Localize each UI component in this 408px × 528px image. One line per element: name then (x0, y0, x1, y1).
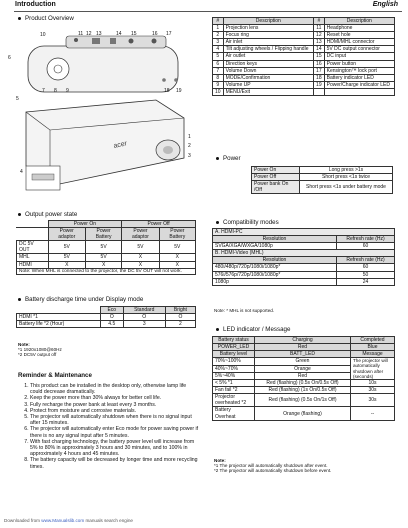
led-row (213, 358, 395, 365)
led-batt: Red (flashing) (0.5s On/0.5s Off) (255, 380, 351, 387)
compat-section-row (213, 250, 395, 257)
battery-time-cell: O (165, 314, 195, 321)
power-press: Short press <1s under battery mode (300, 181, 393, 194)
callout-10: 10 (40, 32, 46, 38)
led-status: 40%~70% (213, 365, 255, 372)
parts-header-cell: Description (223, 18, 313, 25)
reminder-item: 3. Fully recharge the power bank at least every 3 months. (30, 402, 200, 408)
footer: Downloaded from www.Manualslib.com manuals search engine (4, 518, 133, 523)
led-header: POWER_LED (213, 344, 255, 351)
power-press: Long press >1s (300, 167, 393, 174)
led-header-row (213, 351, 395, 358)
product-overview-heading: Product Overview (18, 15, 74, 22)
callout-13: 13 (96, 31, 102, 37)
parts-cell (314, 88, 325, 95)
output-power-cell: 5V (48, 254, 85, 261)
parts-cell: MODE/Confirmation (223, 74, 313, 81)
language-label: English (372, 1, 398, 8)
output-power-cell: X (159, 261, 195, 268)
compat-header: Refresh rate (Hz) (337, 257, 395, 264)
led-table (212, 336, 395, 421)
battery-time-row (17, 321, 196, 328)
led-row (213, 380, 395, 387)
output-power-cell: 5V (85, 254, 121, 261)
compat-header: Refresh rate (Hz) (337, 236, 395, 243)
parts-cell (324, 88, 394, 95)
output-power-cell: 5V (122, 241, 159, 254)
power-heading: Power (216, 155, 241, 162)
reminder-item: 8. The battery capacity will be decreased by longer time and more recycling times. (30, 457, 200, 469)
led-header: BATT_LED (255, 351, 351, 358)
battery-time-cell: Battery life *2 (Hour) (17, 321, 101, 328)
parts-cell: Power/Charge indicator LED (324, 81, 394, 88)
led-batt: Green (255, 358, 351, 365)
callout-18: 18 (164, 88, 170, 94)
power-row (252, 181, 393, 194)
parts-cell: 9 (213, 81, 224, 88)
projector-top-view (28, 36, 178, 92)
led-header: Blue (351, 344, 395, 351)
callout-7: 7 (42, 88, 45, 94)
parts-row (213, 53, 395, 60)
battery-time-cell: HDMI *1 (17, 314, 101, 321)
compat-row (213, 271, 395, 278)
led-header: Message (351, 351, 395, 358)
compat-resolution: 480i/480p/720p/1080i/1080p* (213, 264, 337, 271)
group-power-on: Power On (48, 221, 122, 228)
reminder-item: 5. The projector will automatically shutdown when there is no signal input after 15 minutes. (30, 414, 200, 426)
callout-5: 5 (16, 96, 19, 102)
parts-cell: 1 (213, 25, 224, 32)
compat-section: B. HDMI-Video (MHL) (213, 250, 395, 257)
parts-cell: Power button (324, 60, 394, 67)
parts-cell: Headphone (324, 25, 394, 32)
callout-2: 2 (188, 143, 191, 149)
led-message: The projector will automatically shutdown after (seconds) (351, 358, 395, 380)
led-header-row (213, 344, 395, 351)
battery-time-row (17, 314, 196, 321)
battery-time-cell: 2 (165, 321, 195, 328)
led-status: 70%~100% (213, 358, 255, 365)
led-status: Projector overheated *2 (213, 394, 255, 407)
parts-row (213, 39, 395, 46)
parts-cell: Air outlet (223, 53, 313, 60)
compat-row (213, 243, 395, 250)
parts-cell: DC input (324, 53, 394, 60)
parts-cell: 5V DC output connector (324, 46, 394, 53)
callout-12: 12 (86, 31, 92, 37)
led-message: 10s (351, 380, 395, 387)
led-header: Battery status (213, 337, 255, 344)
parts-cell: 10 (213, 88, 224, 95)
led-header: Battery level (213, 351, 255, 358)
led-status: < 5% *1 (213, 380, 255, 387)
parts-row (213, 81, 395, 88)
callout-6: 6 (8, 55, 11, 61)
parts-cell: Kensington™ lock port (324, 67, 394, 74)
parts-header-cell: # (314, 18, 325, 25)
output-power-cell: X (159, 254, 195, 261)
callout-14: 14 (116, 31, 122, 37)
battery-time-header: Bright (165, 307, 195, 314)
led-message: 30s (351, 387, 395, 394)
output-power-subheader: Power adaptor (48, 228, 85, 241)
output-power-cell: X (122, 261, 159, 268)
led-batt: Red (flashing) (0.5s On/1s Off) (255, 394, 351, 407)
output-power-cell: X (122, 254, 159, 261)
led-status: Battery Overheat (213, 407, 255, 420)
header-bar (14, 0, 402, 12)
output-power-row (17, 241, 196, 254)
parts-row (213, 46, 395, 53)
callout-9: 9 (66, 88, 69, 94)
parts-cell: 17 (314, 67, 325, 74)
parts-cell: 11 (314, 25, 325, 32)
reminder-item: 2. Keep the power more than 30% always for better cell life. (30, 395, 200, 401)
battery-time-header: Standard (123, 307, 165, 314)
battery-time-cell: O (123, 314, 165, 321)
parts-cell: 8 (213, 74, 224, 81)
led-heading: LED indicator / Message (216, 326, 290, 333)
output-power-cell: 5V (159, 241, 195, 254)
compat-header-row (213, 236, 395, 243)
compat-refresh: 24 (337, 278, 395, 285)
parts-cell: 18 (314, 74, 325, 81)
battery-time-cell: O (100, 314, 123, 321)
output-power-row (17, 254, 196, 261)
page-title: Introduction (15, 1, 56, 8)
parts-cell: MENU/Exit (223, 88, 313, 95)
parts-cell: 16 (314, 60, 325, 67)
parts-cell: 5 (213, 53, 224, 60)
led-row (213, 407, 395, 420)
led-batt: Orange (flashing) (255, 407, 351, 420)
battery-time-notes: Note: *1 1920x1080@60Hz *2 DC5V output off (18, 342, 62, 358)
reminder-item: 4. Protect from moisture and corrosive materials. (30, 408, 200, 414)
manualslib-link[interactable]: www.Manualslib.com (41, 518, 85, 523)
reminder-item: 1. This product can be installed in the desktop only, otherwise lamp life could decrease dramatically. (30, 383, 200, 395)
parts-cell: Volume UP (223, 81, 313, 88)
led-batt: Orange (255, 365, 351, 372)
battery-time-heading: Battery discharge time under Display mode (18, 296, 143, 303)
output-power-cell: DC 5V OUT (17, 241, 49, 254)
reminder-item: 6. The projector will automatically enter Eco mode for power saving power if there is no any signal input after 5 minutes. (30, 426, 200, 438)
led-notes: Note: *1 The projector will automatically shutdown after event. *2 The projector will automatically shutdown before event. (214, 458, 332, 474)
compat-row (213, 264, 395, 271)
parts-cell: 12 (314, 32, 325, 39)
led-header: Charging (255, 337, 351, 344)
parts-cell: Projection lens (223, 25, 313, 32)
compat-refresh: 50 (337, 271, 395, 278)
output-power-cell: 5V (85, 241, 121, 254)
output-power-cell: X (48, 261, 85, 268)
battery-time-header (17, 307, 101, 314)
parts-table (212, 17, 395, 96)
parts-row (213, 25, 395, 32)
power-action: Power On (252, 167, 300, 174)
battery-time-cell: 3 (123, 321, 165, 328)
parts-cell: 19 (314, 81, 325, 88)
callout-4: 4 (20, 169, 23, 175)
led-row (213, 387, 395, 394)
parts-cell: 7 (213, 67, 224, 74)
led-status: Fan fail *2 (213, 387, 255, 394)
group-power-off: Power Off (122, 221, 196, 228)
reminder-item: 7. With fast charging technology, the battery power level will increase from 5% to 80% in approximately 3 hours and 30 minutes, and to 100% in approximately 4 hours and 45 minutes. (30, 439, 200, 458)
compat-resolution: 576i/576p/720p/1080i/1080p* (213, 271, 337, 278)
callout-19: 19 (176, 88, 182, 94)
led-message: -- (351, 407, 395, 420)
output-power-subheader: Power adaptor (122, 228, 159, 241)
output-power-note: Note: When MHL is connected to the projector, the DC 5V OUT will not work. (17, 268, 196, 274)
led-row (213, 394, 395, 407)
compat-section: A. HDMI-PC (213, 229, 395, 236)
parts-cell: 3 (213, 39, 224, 46)
output-power-row (17, 261, 196, 268)
reminder-heading: Reminder & Maintenance (18, 372, 92, 379)
parts-cell: Direction keys (223, 60, 313, 67)
compat-row (213, 278, 395, 285)
callout-16: 16 (152, 31, 158, 37)
callout-8: 8 (54, 88, 57, 94)
parts-cell: 2 (213, 32, 224, 39)
output-power-subheader: Power Battery (159, 228, 195, 241)
parts-header-cell: Description (324, 18, 394, 25)
led-batt: Red (flashing) (1s On/0.5s Off) (255, 387, 351, 394)
power-table (251, 166, 393, 194)
output-power-cell: 5V (48, 241, 85, 254)
parts-header-cell: # (213, 18, 224, 25)
led-header-row (213, 337, 395, 344)
led-status: 5%~40% (213, 372, 255, 379)
parts-row (213, 74, 395, 81)
parts-row (213, 67, 395, 74)
callout-17: 17 (166, 31, 172, 37)
parts-row (213, 32, 395, 39)
compat-section-row (213, 229, 395, 236)
parts-cell: Focus ring (223, 32, 313, 39)
power-action: Power bank On /Off (252, 181, 300, 194)
compat-heading: Compatibility modes (216, 219, 279, 226)
compat-header: Resolution (213, 257, 337, 264)
output-power-cell: HDMI (17, 261, 49, 268)
power-row (252, 167, 393, 174)
output-power-table (16, 220, 196, 275)
power-row (252, 174, 393, 181)
compat-note: Note: * MHL is not supported. (214, 308, 275, 313)
parts-cell: Battery indicator LED (324, 74, 394, 81)
parts-row (213, 60, 395, 67)
parts-row (213, 88, 395, 95)
reminder-list (20, 383, 200, 470)
power-action: Power Off (252, 174, 300, 181)
compat-resolution: 1080p (213, 278, 337, 285)
tilt-wheel-inset (26, 166, 60, 190)
parts-cell: Air inlet (223, 39, 313, 46)
parts-cell: Volume Down (223, 67, 313, 74)
parts-cell: 4 (213, 46, 224, 53)
parts-cell: 13 (314, 39, 325, 46)
compat-header-row (213, 257, 395, 264)
output-power-heading: Output power state (18, 211, 77, 218)
led-batt: Red (255, 372, 351, 379)
parts-cell: 14 (314, 46, 325, 53)
parts-cell: Tilt adjusting wheels / Flipping handle (223, 46, 313, 53)
callout-11: 11 (78, 31, 84, 37)
parts-cell: HDMI/MHL connector (324, 39, 394, 46)
output-power-cell: MHL (17, 254, 49, 261)
led-message: 30s (351, 394, 395, 407)
battery-time-header: Eco (100, 307, 123, 314)
compat-header: Resolution (213, 236, 337, 243)
callout-1: 1 (188, 134, 191, 140)
callout-3: 3 (188, 153, 191, 159)
compat-refresh: 60 (337, 264, 395, 271)
parts-cell: Reset hole (324, 32, 394, 39)
battery-time-cell: 4.5 (100, 321, 123, 328)
compat-refresh: 60 (337, 243, 395, 250)
projector-illustration (6, 26, 206, 202)
led-header: Completed (351, 337, 395, 344)
compat-table (212, 228, 395, 286)
callout-15: 15 (131, 31, 137, 37)
output-power-cell: X (85, 261, 121, 268)
svg-text:acer: acer (112, 140, 128, 150)
power-press: Short press <1s twice (300, 174, 393, 181)
compat-resolution: SVGA/XGA/WXGA/1080p (213, 243, 337, 250)
parts-cell: 6 (213, 60, 224, 67)
led-header: Red (255, 344, 351, 351)
output-power-subheader: Power Battery (85, 228, 121, 241)
parts-cell: 15 (314, 53, 325, 60)
battery-time-table (16, 306, 196, 328)
